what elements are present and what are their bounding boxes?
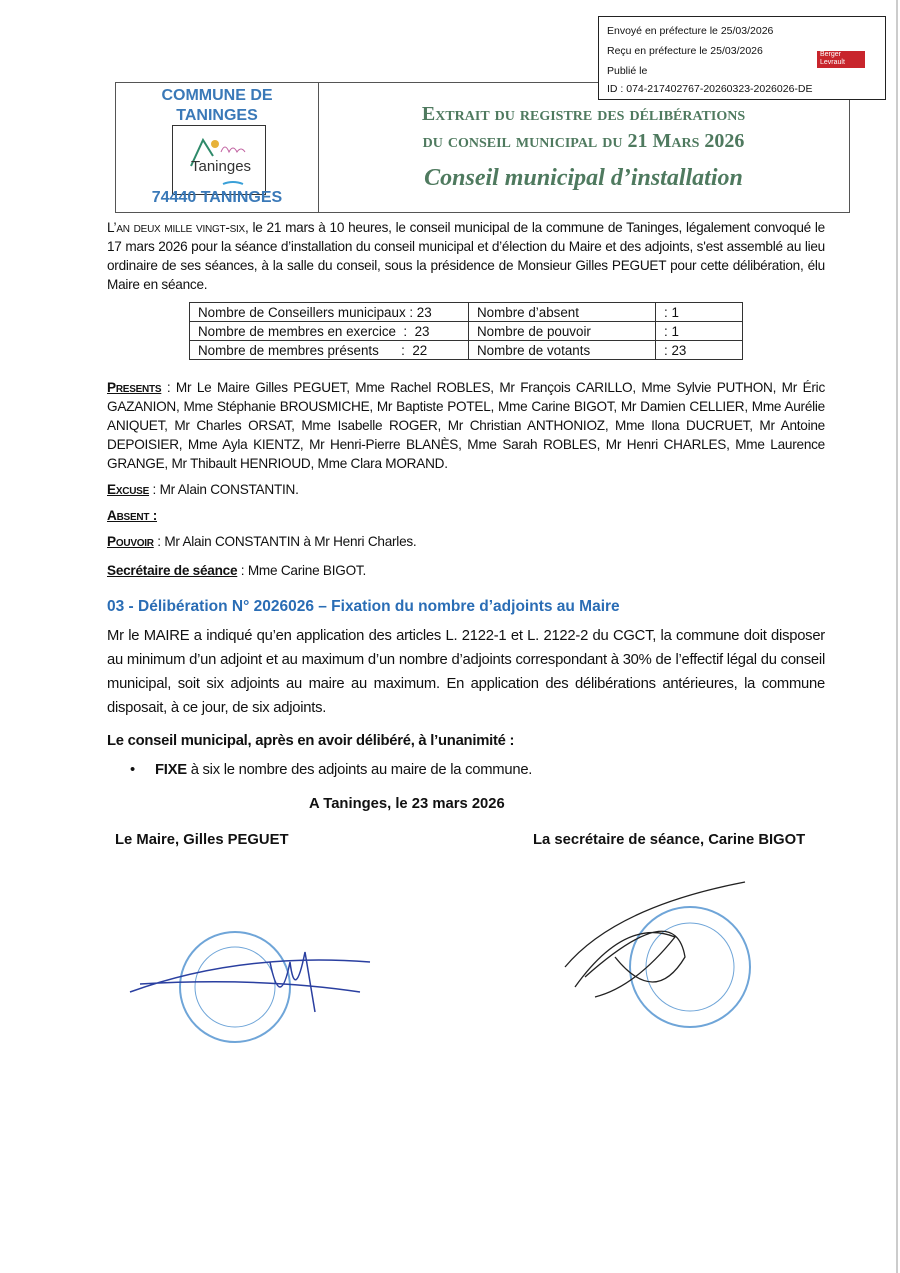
secretaire-line: [107, 561, 825, 580]
title-line2: du conseil municipal du 21 Mars 2026: [422, 130, 745, 152]
cell: Nombre de pouvoir: [469, 322, 656, 341]
absent-label: Absent :: [107, 508, 158, 523]
absent-line: [107, 506, 825, 525]
table-row: Nombre de Conseillers municipaux : 23 Nombre d’absent : 1: [190, 303, 743, 322]
sent-date: Envoyé en préfecture le 25/03/2026: [607, 25, 774, 37]
logo-text: Taninges: [191, 158, 252, 175]
taninges-logo: [172, 125, 266, 195]
pouvoir-text: : Mr Alain CONSTANTIN à Mr Henri Charles.: [153, 534, 417, 549]
cell: Nombre de membres en exercice : 23: [190, 322, 469, 341]
place-date: A Taninges, le 23 mars 2026: [309, 796, 505, 812]
decision-intro: Le conseil municipal, après en avoir délibéré, à l’unanimité :: [107, 733, 515, 749]
secretaire-text: : Mme Carine BIGOT.: [237, 563, 366, 578]
cell: Nombre d’absent: [469, 303, 656, 322]
presents-list: : Mr Le Maire Gilles PEGUET, Mme Rachel ROBLES, Mr François CARILLO, Mme Sylvie PUTHON, Mr Éric GAZANION, Mme Stéphanie BROUSMICHE, Mr Baptiste POTEL, Mme Carine BIGOT, Mr Damien CELLIER, Mme Aurélie ANIQUET, Mr Charles ORSAT, Mme Isabelle ROGER, Mr Christian ANTHONIOZ, Mme Ilona DUCRUET, Mr Antoine DEPOISIER, Mme Ayla KIENTZ, Mr Henri-Pierre BLANÈS, Mme Sarah ROBLES, Mr Henri CHARLES, Mme Laurence GRANGE, Mr Thibault HENRIOUD, Mme Clara MORAND.: [107, 380, 825, 471]
header-box: [115, 82, 850, 213]
presents-paragraph: [107, 378, 825, 473]
mayor-signature-label: Le Maire, Gilles PEGUET: [115, 832, 289, 848]
pouvoir-line: [107, 532, 825, 551]
commune-line2: TANINGES: [176, 107, 258, 124]
intro-paragraph: [107, 218, 825, 294]
counts-table: [189, 302, 743, 360]
secretary-stamp-signature: [555, 877, 775, 1037]
excuse-text: : Mr Alain CONSTANTIN.: [149, 482, 299, 497]
table-row: Nombre de membres en exercice : 23 Nombre de pouvoir : 1: [190, 322, 743, 341]
mayor-stamp-signature: [120, 922, 400, 1062]
secretaire-label: Secrétaire de séance: [107, 563, 238, 578]
signature-area: [107, 822, 825, 1122]
cell-value: 1: [671, 304, 679, 320]
bullet-icon: •: [130, 762, 135, 778]
bullet-bold: FIXE: [154, 762, 187, 778]
deliberation-text: Mr le MAIRE a indiqué qu’en application des articles L. 2122-1 et L. 2122-2 du CGCT, la commune doit disposer au minimum d’un adjoint et au maximum d’un nombre d’adjoints correspondant à 30% de l’effectif légal du conseil municipal, soit six adjoints au maire au maximum. En application des délibérations antérieures, la commune disposait, à ce jour, de six adjoints.: [107, 628, 825, 716]
document-body: [107, 218, 825, 1122]
commune-line1: COMMUNE DE: [161, 87, 273, 104]
cell: Nombre de Conseillers municipaux : 23: [190, 303, 469, 322]
intro-lead: L’an deux mille vingt-six: [107, 220, 245, 235]
cell-value: 1: [671, 323, 679, 339]
secretary-signature-label: La secrétaire de séance, Carine BIGOT: [533, 832, 806, 848]
cell: Nombre de membres présents : 22: [190, 341, 469, 360]
excuse-line: [107, 480, 825, 499]
decision-bullet: [130, 761, 825, 780]
title-line3: Conseil municipal d’installation: [424, 165, 743, 191]
scan-edge: [896, 0, 898, 1273]
commune-block: [116, 83, 319, 212]
cell-value: 23: [671, 342, 687, 358]
cell: Nombre de votants: [469, 341, 656, 360]
title-line1: Extrait du registre des délibérations: [421, 103, 746, 125]
pouvoir-label: Pouvoir: [107, 534, 154, 549]
published: Publié le: [607, 65, 648, 77]
act-id: ID : 074-217402767-20260323-2026026-DE: [607, 83, 813, 95]
presents-label: Presents: [107, 380, 162, 395]
excuse-label: Excuse: [107, 482, 150, 497]
deliberation-heading: 03 - Délibération N° 2026026 – Fixation du nombre d’adjoints au Maire: [107, 598, 620, 615]
table-row: Nombre de membres présents : 22 Nombre de votants : 23: [190, 341, 743, 360]
intro-text: , le 21 mars à 10 heures, le conseil municipal de la commune de Taninges, légalement convoqué le 17 mars 2026 pour la séance d’installation du conseil municipal et d’élection du Maire et des adjoints, s'est assemblé au lieu ordinaire de ses séances, à la salle du conseil, sous la présidence de Monsieur Gilles PEGUET pour cette délibération, élu Maire en séance.: [107, 220, 825, 292]
postal-address: 74440 TANINGES: [151, 189, 283, 206]
berger-levrault-logo: Berger Levrault: [817, 51, 865, 68]
prefecture-receipt-box: [598, 16, 886, 100]
received-date: Reçu en préfecture le 25/03/2026: [607, 45, 763, 57]
bullet-text: à six le nombre des adjoints au maire de la commune.: [186, 762, 533, 778]
